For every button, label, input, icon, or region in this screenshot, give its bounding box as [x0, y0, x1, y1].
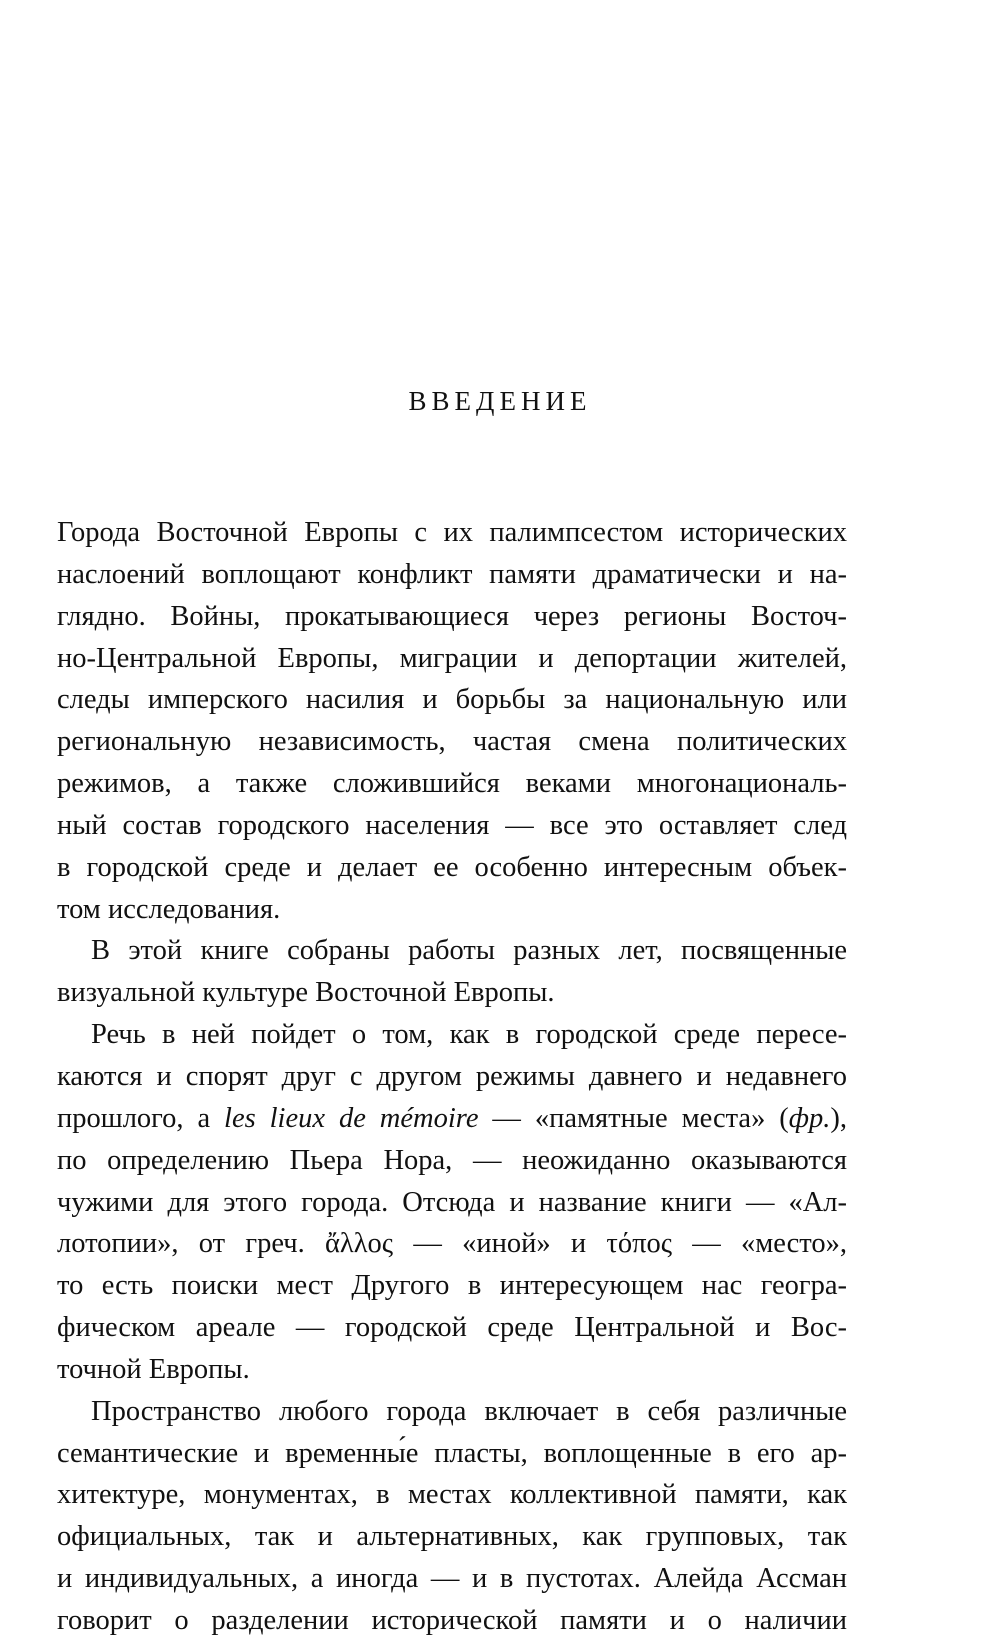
text-line: Города Восточной Европы с их палимпсестом исторических	[57, 517, 847, 548]
text-line: следы имперского насилия и борьбы за национальную или	[57, 684, 847, 716]
text-segment: ),	[830, 1102, 847, 1134]
text-line: В этой книге собраны работы разных лет, посвященные	[91, 935, 847, 967]
text-line: по определению Пьера Нора, — неожиданно оказываются	[57, 1144, 847, 1176]
paragraph-3	[57, 1014, 847, 1391]
text-line: официальных, так и альтернативных, как групповых, так	[57, 1521, 847, 1553]
text-line: режимов, а также сложившийся веками многонациональ-	[57, 768, 847, 800]
text-line: том исследования.	[57, 893, 281, 925]
italic-phrase: les lieux de mémoire	[224, 1102, 479, 1134]
text-line: фическом ареале — городской среде Центральной и Вос-	[57, 1312, 847, 1344]
text-line: чужими для этого города. Отсюда и название книги — «Ал-	[57, 1186, 847, 1218]
paragraph-4	[57, 1391, 847, 1642]
chapter-heading: ВВЕДЕНИЕ	[408, 386, 592, 416]
italic-abbreviation: фр.	[788, 1102, 831, 1134]
text-line: но-Центральной Европы, миграции и депортации жителей,	[57, 642, 847, 674]
text-line: региональную независимость, частая смена политических	[57, 726, 847, 758]
text-line: в городской среде и делает ее особенно интересным объек-	[57, 851, 847, 883]
paragraph-2	[57, 930, 847, 1014]
text-line: лотопии», от греч. ἄλλος — «иной» и τόπος — «место»,	[57, 1228, 847, 1260]
text-line: каются и спорят друг с другом режимы давнего и недавнего	[57, 1060, 847, 1092]
text-line	[57, 1098, 847, 1140]
text-line: глядно. Войны, прокатывающиеся через регионы Восточ-	[57, 600, 847, 632]
text-line: наслоений воплощают конфликт памяти драматически и на-	[57, 558, 847, 590]
text-line: точной Европы.	[57, 1353, 250, 1385]
text-line: то есть поиски мест Другого в интересующем нас геогра-	[57, 1270, 847, 1302]
text-line: говорит о разделении исторической памяти и о наличии	[57, 1604, 847, 1636]
text-line: и индивидуальных, а иногда — и в пустотах. Алейда Ассман	[57, 1563, 847, 1595]
text-line: Речь в ней пойдет о том, как в городской среде пересе-	[91, 1019, 847, 1051]
paragraph-1	[57, 512, 847, 930]
text-line: Пространство любого города включает в себя различные	[91, 1395, 847, 1427]
text-line: хитектуре, монументах, в местах коллективной памяти, как	[57, 1479, 847, 1511]
text-segment: — «памятные места» (	[478, 1102, 789, 1134]
text-line: семантические и временны́е пласты, воплощенные в его ар-	[57, 1437, 847, 1469]
text-line: визуальной культуре Восточной Европы.	[57, 977, 555, 1009]
text-line: ный состав городского населения — все это оставляет след	[57, 809, 847, 841]
body-text	[57, 512, 847, 1642]
text-segment: прошлого, а	[57, 1102, 225, 1134]
